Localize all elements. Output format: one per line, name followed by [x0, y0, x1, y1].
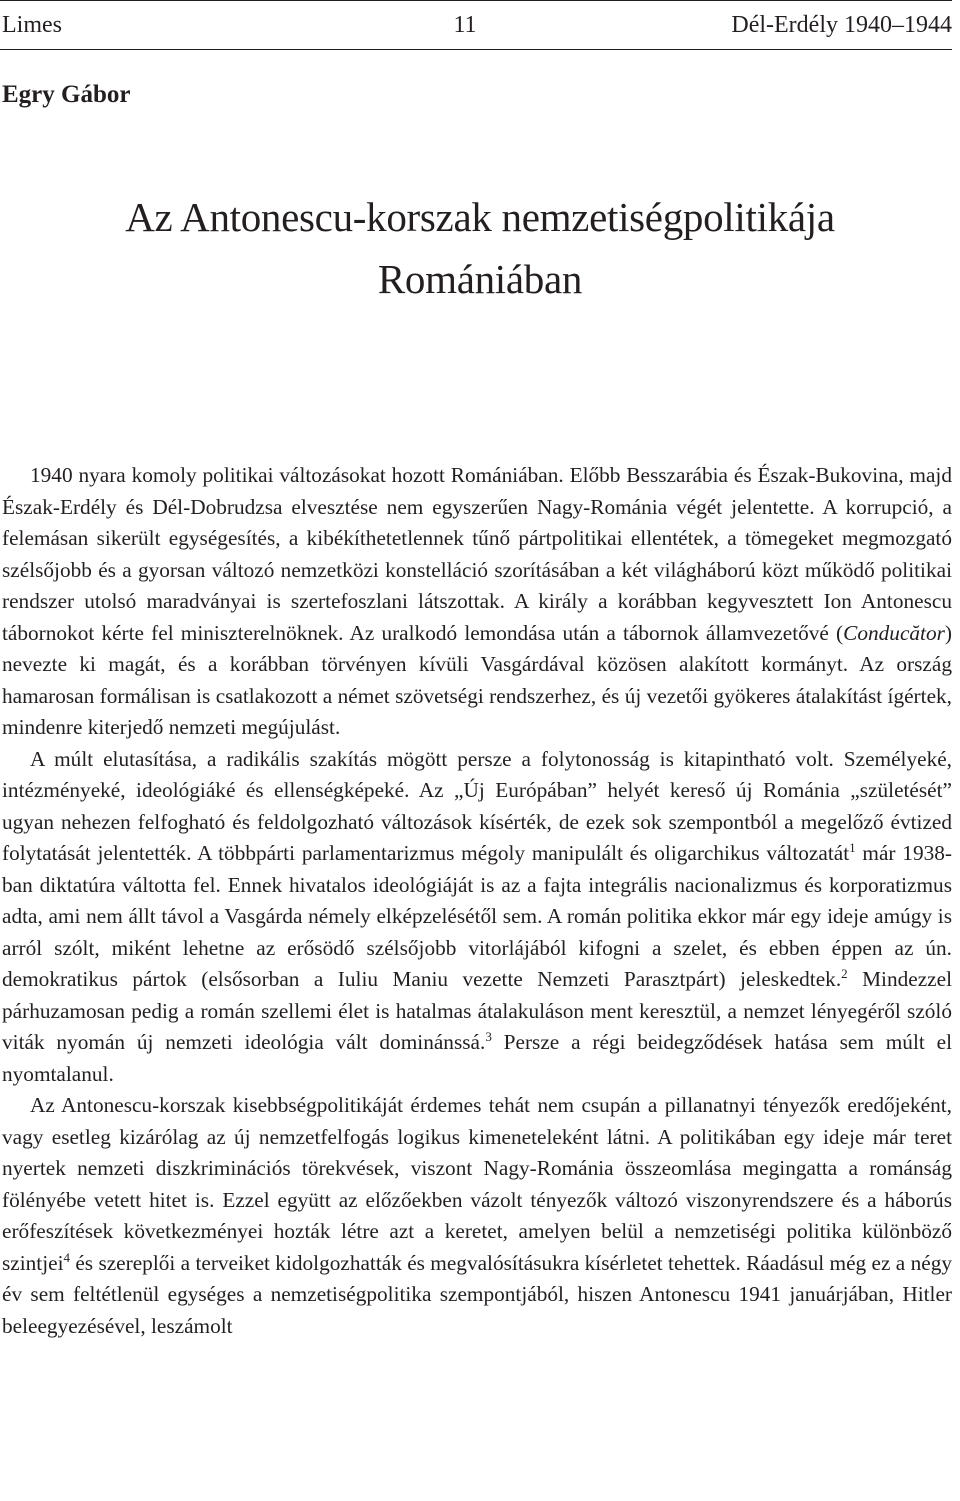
page-number: 11 [453, 12, 477, 38]
paragraph [2, 744, 952, 1091]
paragraph-text: Mindezzel párhuzamosan pedig a román szellemi élet is hatalmas átalakuláson ment keresztül, a nemzet lényegéről szóló viták nyomán új nemzeti ideológia vált dominánssá. [2, 967, 952, 1054]
paragraph-text: 1940 nyara komoly politikai változásokat hozott Romániában. Előbb Besszarábia és Észak-Bukovina, majd Észak-Erdély és Dél-Dobrudzsa elvesztése nem egyszerűen Nagy-Románia végét jelentette. A korrupció, a felemásan sikerült egységesítés, a kibékíthetetlennek tűnő pártpolitikai ellentétek, a tömegeket megmozgató szélsőjobb és a gyorsan változó nemzetközi konstelláció szorításában a két világháború közt működő politikai rendszer utolsó maradványai is szertefoszlani látszottak. A király a korábban kegyvesztett Ion Antonescu tábornokot kérte fel miniszterelnöknek. Az uralkodó lemondása után a tábornok államvezetővé ( [2, 463, 952, 645]
paragraph-text: és szereplői a terveiket kidolgozhatták és megvalósításukra kísérletet tehettek. Ráadásul még ez a négy év sem feltétlenül egységes a nemzetiségpolitika szempontjából, hiszen Antonescu 1941 januárjában, Hitler beleegyezésével, leszámolt [2, 1250, 952, 1338]
footnote-reference: 3 [485, 1029, 492, 1044]
article-title [0, 186, 960, 310]
italic-term: Conducător [843, 620, 945, 645]
journal-title: Limes [2, 12, 62, 38]
footnote-reference: 2 [841, 966, 848, 981]
article-body [2, 460, 952, 1342]
paragraph-text: ) nevezte ki magát, és a korábban törvényen kívüli Vasgárdával közösen alakított kormányt. Az ország hamarosan formálisan is csatlakozott a német szövetségi rendszerhez, és új vezetői gyökeres átalakítást ígértek, mindenre kiterjedő nemzeti megújulást. [2, 620, 952, 739]
author-name: Egry Gábor [2, 81, 131, 108]
running-header [0, 0, 952, 50]
article-title-line-2: Romániában [377, 256, 583, 302]
paragraph-text: A múlt elutasítása, a radikális szakítás mögött persze a folytonosság is kitapintható volt. Személyeké, intézményeké, ideológiáké és ellenségképeké. Az „Új Európában” helyét kereső új Románia „születését” ugyan nehezen felfogható és feldolgozható változások kísérték, de ezek sok szempontból a megelőző évtized folytatását jelentették. A többpárti parlamentarizmus mégoly manipulált és oligarchikus változatát [2, 746, 952, 865]
paragraph-text: már 1938-ban diktatúra váltotta fel. Ennek hivatalos ideológiáját is az a fajta integrális nacionalizmus és korporatizmus adta, ami nem állt távol a Vasgárda némely elképzelésétől sem. A román politika ekkor már egy ideje amúgy is arról szólt, miként lehetne az erősödő szélsőjobb vitorlájából kifogni a szelet, és ebben éppen az ún. demokratikus pártok (elsősorban a Iuliu Maniu vezette Nemzeti Parasztpárt) jeleskedtek. [2, 841, 952, 991]
article-title-line-1: Az Antonescu-korszak nemzetiségpolitikája [125, 194, 835, 240]
issue-title: Dél-Erdély 1940–1944 [731, 12, 952, 38]
footnote-reference: 4 [63, 1249, 71, 1265]
paragraph-text: Az Antonescu-korszak kisebbségpolitikáját érdemes tehát nem csupán a pillanatnyi tényezők eredőjeként, vagy esetleg kizárólag az új nemzetfelfogás logikus kimeneteleként látni. A politikában egy ideje már teret nyertek nemzeti diszkriminációs törekvések, viszont Nagy-Románia összeomlása megingatta a románság fölényébe vetett hitet is. Ezzel együtt az előzőekben vázolt tényezők változó viszonyrendszere és a háborús erőfeszítések következményei hozták létre azt a keretet, amelyen belül a nemzetiségi politika különböző szintjei [2, 1093, 952, 1275]
paragraph-text: Persze a régi beidegződések hatása sem múlt el nyomtalanul. [2, 1030, 953, 1086]
paragraph [2, 1090, 952, 1342]
paragraph [2, 460, 952, 744]
footnote-reference: 1 [849, 840, 856, 855]
